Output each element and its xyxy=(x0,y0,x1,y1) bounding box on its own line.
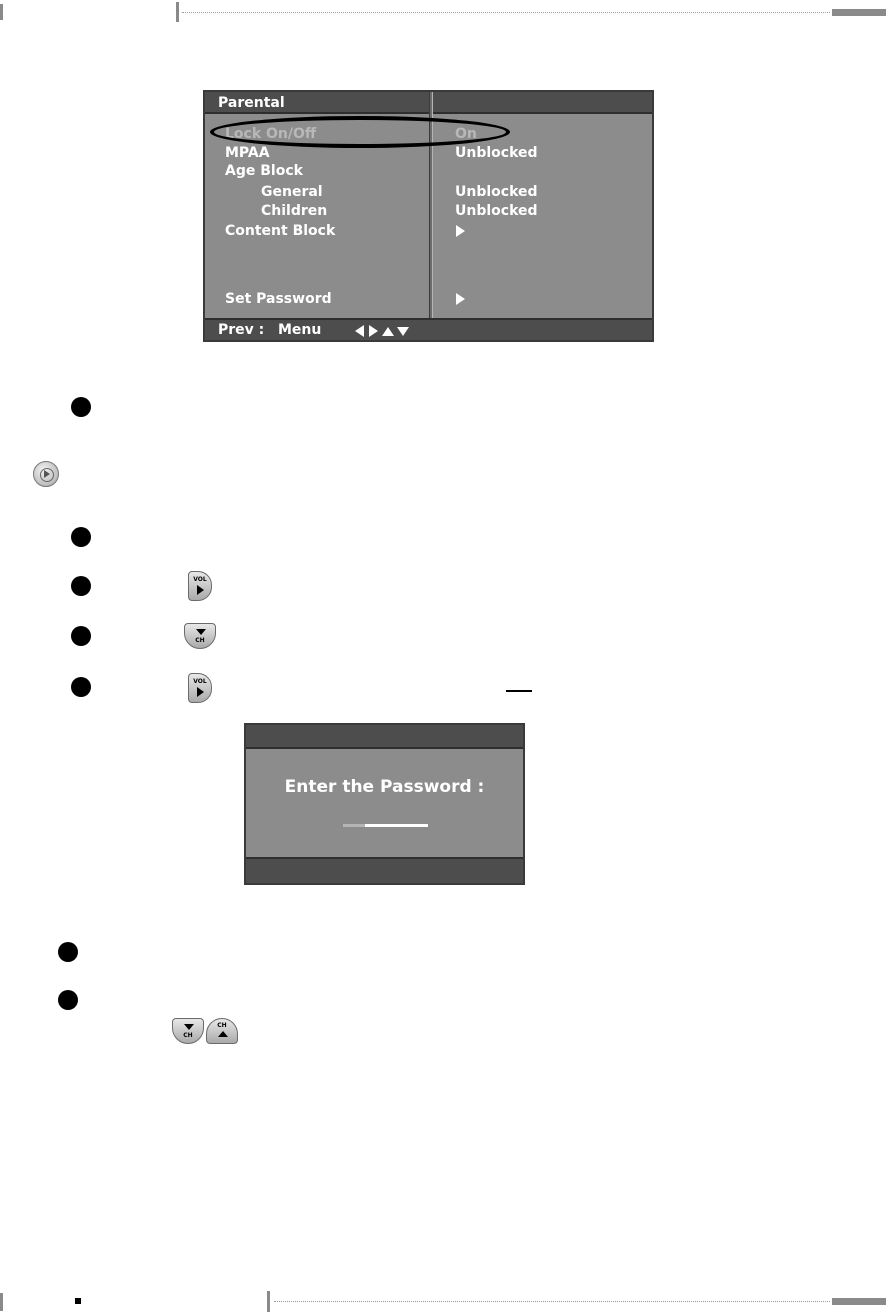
lock-highlight-ellipse xyxy=(210,116,510,148)
osd-footer-bar xyxy=(205,318,652,340)
content-block-arrow-icon xyxy=(456,225,465,237)
vol-right-button-2-icon: VOL xyxy=(188,673,212,703)
value-lock-on-off: On xyxy=(455,126,477,142)
step-bullet-6 xyxy=(58,942,78,962)
underline-mark xyxy=(506,690,532,692)
down-arrow-icon xyxy=(397,327,409,336)
footer-left-bar xyxy=(0,1293,3,1311)
menu-item-mpaa[interactable]: MPAA xyxy=(225,145,270,161)
vol-right-button-icon: VOL xyxy=(188,571,212,601)
footer-right-tab xyxy=(832,1298,886,1305)
step-bullet-5 xyxy=(71,677,91,697)
password-prompt: Enter the Password : xyxy=(284,777,485,797)
menu-item-general[interactable]: General xyxy=(261,184,323,200)
password-dialog-footer xyxy=(246,857,523,883)
password-input-cursor[interactable] xyxy=(343,824,365,827)
menu-item-content-block[interactable]: Content Block xyxy=(225,223,336,239)
value-children: Unblocked xyxy=(455,203,538,219)
footer-dotted-rule xyxy=(274,1301,830,1302)
right-arrow-icon xyxy=(369,325,378,337)
header-right-tab xyxy=(832,9,886,16)
header-dotted-rule xyxy=(182,12,830,13)
menu-item-set-password[interactable]: Set Password xyxy=(225,291,332,307)
up-arrow-icon xyxy=(382,327,394,336)
step-bullet-2 xyxy=(71,527,91,547)
menu-item-age-block[interactable]: Age Block xyxy=(225,163,303,179)
value-general: Unblocked xyxy=(455,184,538,200)
footer-prev-label: Prev : xyxy=(218,322,265,338)
step-bullet-1 xyxy=(71,397,91,417)
ch-down-button-icon: CH xyxy=(184,623,216,649)
left-arrow-icon xyxy=(355,325,364,337)
ch-up-button-icon: CH xyxy=(206,1018,238,1044)
play-circle-icon xyxy=(33,461,59,487)
password-input-field[interactable] xyxy=(365,824,428,827)
parental-osd-menu xyxy=(203,90,654,342)
password-dialog xyxy=(244,723,525,885)
password-dialog-header xyxy=(246,725,523,749)
value-mpaa: Unblocked xyxy=(455,145,538,161)
footer-divider-bar xyxy=(267,1291,270,1312)
menu-item-lock-on-off[interactable]: Lock On/Off xyxy=(225,126,317,142)
osd-title: Parental xyxy=(218,95,285,111)
header-divider-bar xyxy=(176,2,179,22)
menu-item-children[interactable]: Children xyxy=(261,203,328,219)
step-bullet-7 xyxy=(58,990,78,1010)
footer-menu-label: Menu xyxy=(278,322,322,338)
page-number-marker xyxy=(75,1298,81,1304)
header-left-bar xyxy=(0,4,3,20)
set-password-arrow-icon xyxy=(456,293,465,305)
step-bullet-4 xyxy=(71,626,91,646)
step-bullet-3 xyxy=(71,576,91,596)
ch-down-button-3-icon: CH xyxy=(172,1018,204,1044)
